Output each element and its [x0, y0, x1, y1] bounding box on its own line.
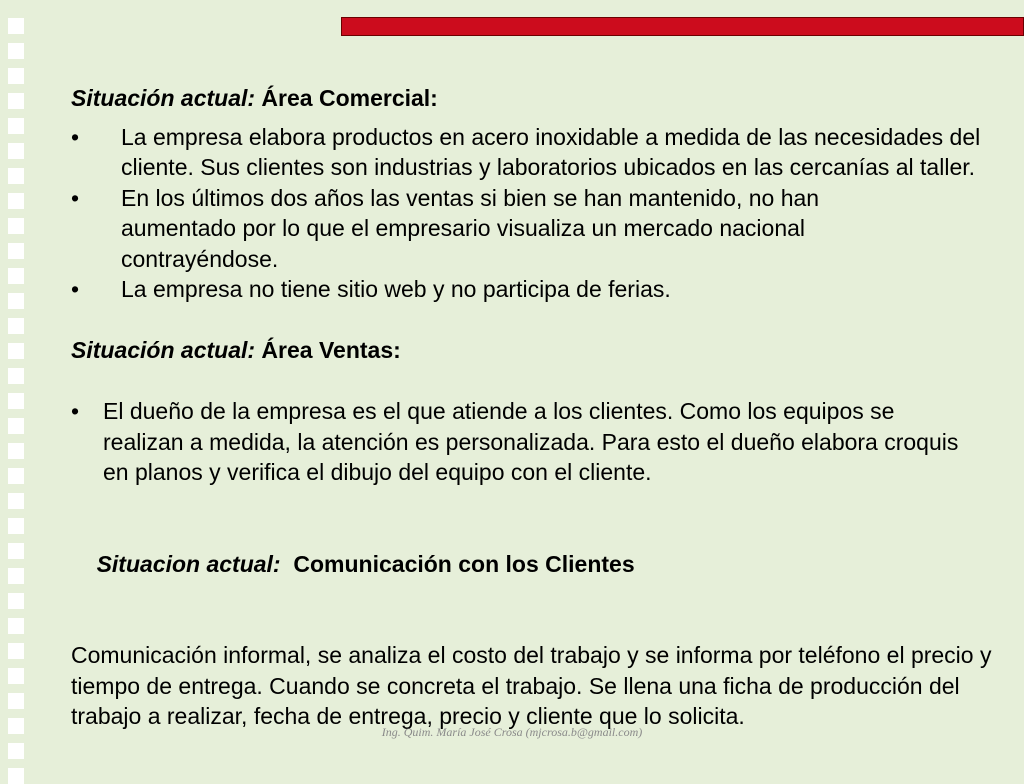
decorative-square: [8, 518, 24, 534]
bullet-item: • La empresa elabora productos en acero inoxidable a medida de las necesidades del cliente. Sus clientes son industrias y laboratorios ubicados en las cercanías al taller.: [71, 122, 1021, 183]
decorative-square: [8, 318, 24, 334]
decorative-square: [8, 743, 24, 759]
decorative-square: [8, 43, 24, 59]
decorative-square-strip: [0, 0, 32, 768]
decorative-square: [8, 268, 24, 284]
decorative-square: [8, 293, 24, 309]
decorative-square: [8, 243, 24, 259]
heading-area-ventas: Situación actual: Área Ventas:: [71, 337, 401, 363]
bullet-icon: •: [71, 276, 80, 302]
decorative-square: [8, 68, 24, 84]
decorative-square: [8, 493, 24, 509]
decorative-square: [8, 143, 24, 159]
decorative-square: [8, 218, 24, 234]
bullet-icon: •: [71, 398, 80, 424]
decorative-square: [8, 193, 24, 209]
heading-comunicacion: Situacion actual: Comunicación con los Clientes: [96, 550, 635, 577]
footer-credit: Ing. Quim. María José Crosa (mjcrosa.b@gmail.com): [381, 725, 643, 739]
bullet-icon: •: [71, 184, 80, 211]
decorative-square: [8, 393, 24, 409]
decorative-square: [8, 618, 24, 634]
decorative-square: [8, 343, 24, 359]
decorative-square: [8, 668, 24, 684]
decorative-square: [8, 593, 24, 609]
decorative-square: [8, 443, 24, 459]
decorative-square: [8, 643, 24, 659]
decorative-square: [8, 418, 24, 434]
decorative-square: [8, 93, 24, 109]
decorative-square: [8, 168, 24, 184]
slide-content: [71, 83, 1021, 732]
decorative-square: [8, 368, 24, 384]
decorative-square: [8, 18, 24, 34]
paragraph-comunicacion: Comunicación informal, se analiza el costo del trabajo y se informa por teléfono el precio y tiempo de entrega. Cuando se concreta el trabajo. Se llena una ficha de producción del trabajo a realizar, fecha de entrega, precio y cliente que lo solicita.: [71, 642, 992, 729]
decorative-square: [8, 468, 24, 484]
bullet-item: • En los últimos dos años las ventas si bien se han mantenido, no han aumentado por lo que el empresario visualiza un mercado nacional contrayéndose.: [71, 183, 1021, 275]
bullet-item: • El dueño de la empresa es el que atiende a los clientes. Como los equipos se realizan a medida, la atención es personalizada. Para esto el dueño elabora croquis en planos y verifica el dibujo del equipo con el cliente.: [71, 396, 1021, 488]
decorative-square: [8, 543, 24, 559]
decorative-square: [8, 118, 24, 134]
heading-area-comercial: Situación actual: Área Comercial:: [71, 85, 438, 111]
decorative-square: [8, 693, 24, 709]
bullet-icon: •: [71, 123, 80, 150]
decorative-square: [8, 768, 24, 784]
decorative-square: [8, 568, 24, 584]
red-accent-bar: [341, 17, 1024, 36]
bullet-item: • La empresa no tiene sitio web y no participa de ferias.: [71, 274, 1021, 305]
